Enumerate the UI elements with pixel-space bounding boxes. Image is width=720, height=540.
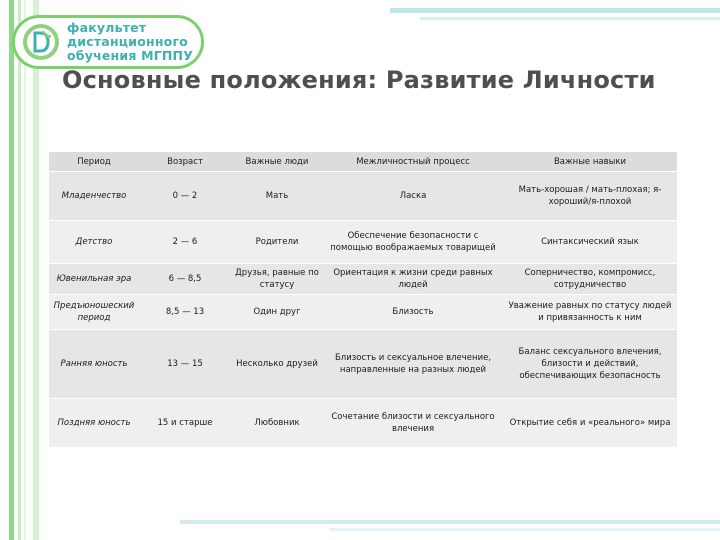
development-table [49,152,677,448]
logo-emblem-icon [21,22,61,62]
table-cell: Близость и сексуальное влечение, направленные на разных людей [334,353,492,375]
table-cell: 13 — 15 [167,359,203,369]
table-cell: Ювенильная эра [56,274,132,284]
table-cell: Один друг [253,307,301,317]
table-cell: Баланс сексуального влечения, близости и действий, обеспечивающих безопасность [518,347,662,381]
table-cell: Обеспечение безопасности с помощью воображаемых товарищей [330,231,496,253]
decorative-stripe [18,0,21,540]
column-header: Период [77,156,111,167]
decorative-stripe [24,0,26,540]
decorative-stripe [390,8,720,13]
logo-text-line: факультет [67,20,147,35]
table-cell: Друзья, равные по статусу [235,268,319,290]
table-cell: Родители [255,237,299,247]
table-row [49,330,677,399]
decorative-stripe [330,528,720,531]
table-row [49,295,677,330]
table-cell: Ранняя юность [60,359,128,369]
table-header-row [49,152,677,172]
column-header: Важные люди [245,156,309,167]
table-cell: Детство [75,237,113,247]
table-cell: Младенчество [61,191,127,201]
column-header: Межличностный процесс [356,156,470,167]
table-cell: 15 и старше [157,418,213,428]
logo-text-line: дистанционного [67,34,188,49]
column-header: Возраст [167,156,203,167]
table-cell: Сочетание близости и сексуального влечения [331,412,495,434]
table-cell: 2 — 6 [172,237,198,247]
table-cell: 6 — 8,5 [168,274,202,284]
table-row [49,172,677,221]
table-cell: 0 — 2 [172,191,198,201]
table-cell: Несколько друзей [236,359,318,369]
table-cell: Любовник [254,418,300,428]
table-row [49,264,677,295]
decorative-stripe [180,520,720,524]
table-cell: Уважение равных по статусу людей и привязанность к ним [508,301,672,323]
decorative-stripe [33,0,39,540]
column-header: Важные навыки [553,156,627,167]
table-cell: 8,5 — 13 [165,307,205,317]
page-title: Основные положения: Развитие Личности [62,66,656,94]
logo-text-line: обучения МГППУ [67,48,194,63]
table-cell: Мать-хорошая / мать-плохая; я-хороший/я-плохой [518,185,662,207]
table-cell: Открытие себя и «реального» мира [509,418,671,428]
table-cell: Ориентация к жизни среди равных людей [333,268,493,290]
table-row [49,221,677,264]
table-row [49,399,677,448]
table-cell: Предъюношеский период [53,301,135,323]
decorative-stripe [420,17,720,20]
table-cell: Близость [392,307,434,317]
table-cell: Ласка [399,191,427,201]
table-cell: Поздняя юность [57,418,131,428]
decorative-stripe [9,0,14,540]
table-cell: Мать [265,191,289,201]
table-cell: Соперничество, компромисс, сотрудничество [524,268,656,290]
faculty-logo [12,15,204,69]
table-cell: Синтаксический язык [541,237,639,247]
